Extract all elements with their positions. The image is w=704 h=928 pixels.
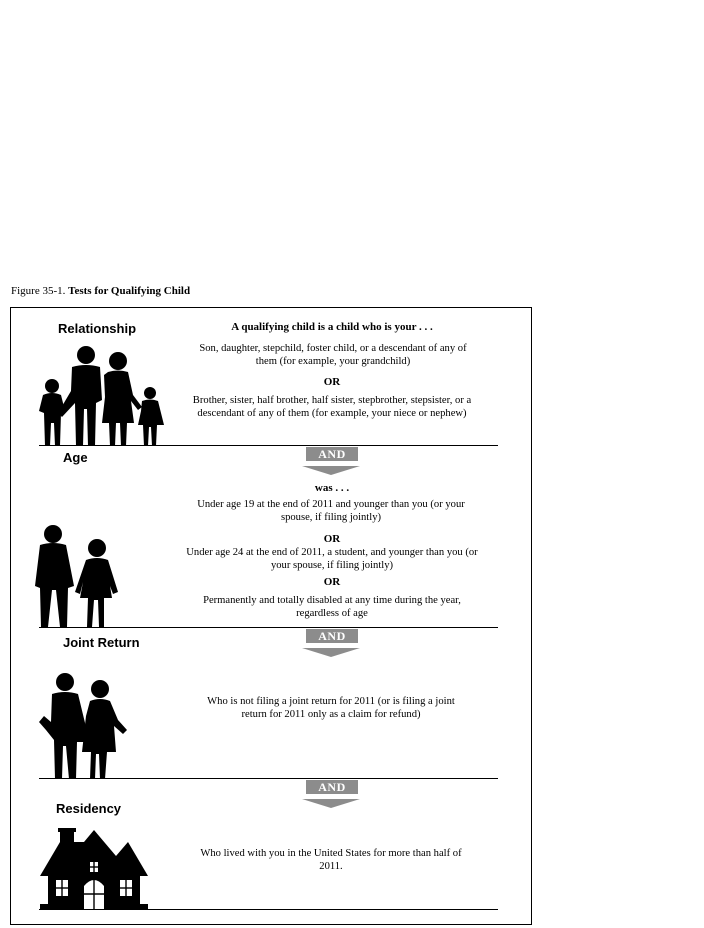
joint-return-heading: Joint Return bbox=[63, 635, 140, 650]
down-arrow-icon bbox=[302, 648, 360, 657]
and-connector-2: AND bbox=[306, 629, 358, 643]
couple-silhouette-icon bbox=[38, 672, 130, 780]
down-arrow-icon bbox=[302, 466, 360, 475]
down-arrow-icon bbox=[302, 799, 360, 808]
figure-number: Figure 35-1. bbox=[11, 285, 66, 297]
relationship-heading: Relationship bbox=[58, 321, 137, 336]
divider-4 bbox=[39, 909, 498, 910]
and-connector-1: AND bbox=[306, 447, 358, 461]
divider-2 bbox=[39, 627, 498, 628]
relationship-option-2: Brother, sister, half brother, half sister, stepbrother, stepsister, or a descendant of any of them (for example, your niece or nephew) bbox=[192, 395, 472, 419]
and-connector-3: AND bbox=[306, 780, 358, 794]
relationship-option-1: Son, daughter, stepchild, foster child, or a descendant of any of them (for example, your grandchild) bbox=[199, 343, 467, 367]
joint-return-text: Who is not filing a joint return for 2011 (or is filing a joint return for 2011 only as a claim for refund) bbox=[207, 696, 455, 720]
age-lead: was . . . bbox=[314, 482, 350, 494]
residency-heading: Residency bbox=[56, 801, 122, 816]
age-or-2: OR bbox=[323, 576, 341, 588]
age-option-1: Under age 19 at the end of 2011 and younger than you (or your spouse, if filing jointly) bbox=[197, 499, 465, 523]
residency-text: Who lived with you in the United States for more than half of 2011. bbox=[200, 848, 462, 872]
age-option-2: Under age 24 at the end of 2011, a student, and younger than you (or your spouse, if filing jointly) bbox=[186, 547, 478, 571]
divider-1 bbox=[39, 445, 498, 446]
age-or-1: OR bbox=[323, 533, 341, 545]
divider-3 bbox=[39, 778, 498, 779]
relationship-lead: A qualifying child is a child who is your . . . bbox=[231, 321, 433, 333]
figure-title: Tests for Qualifying Child bbox=[68, 285, 191, 297]
age-heading: Age bbox=[63, 450, 88, 465]
family-silhouette-icon bbox=[38, 345, 166, 447]
relationship-or: OR bbox=[323, 376, 341, 388]
adult-pair-silhouette-icon bbox=[34, 524, 124, 628]
figure-caption bbox=[11, 285, 190, 297]
house-icon bbox=[38, 828, 150, 910]
age-option-3: Permanently and totally disabled at any time during the year, regardless of age bbox=[203, 595, 461, 619]
